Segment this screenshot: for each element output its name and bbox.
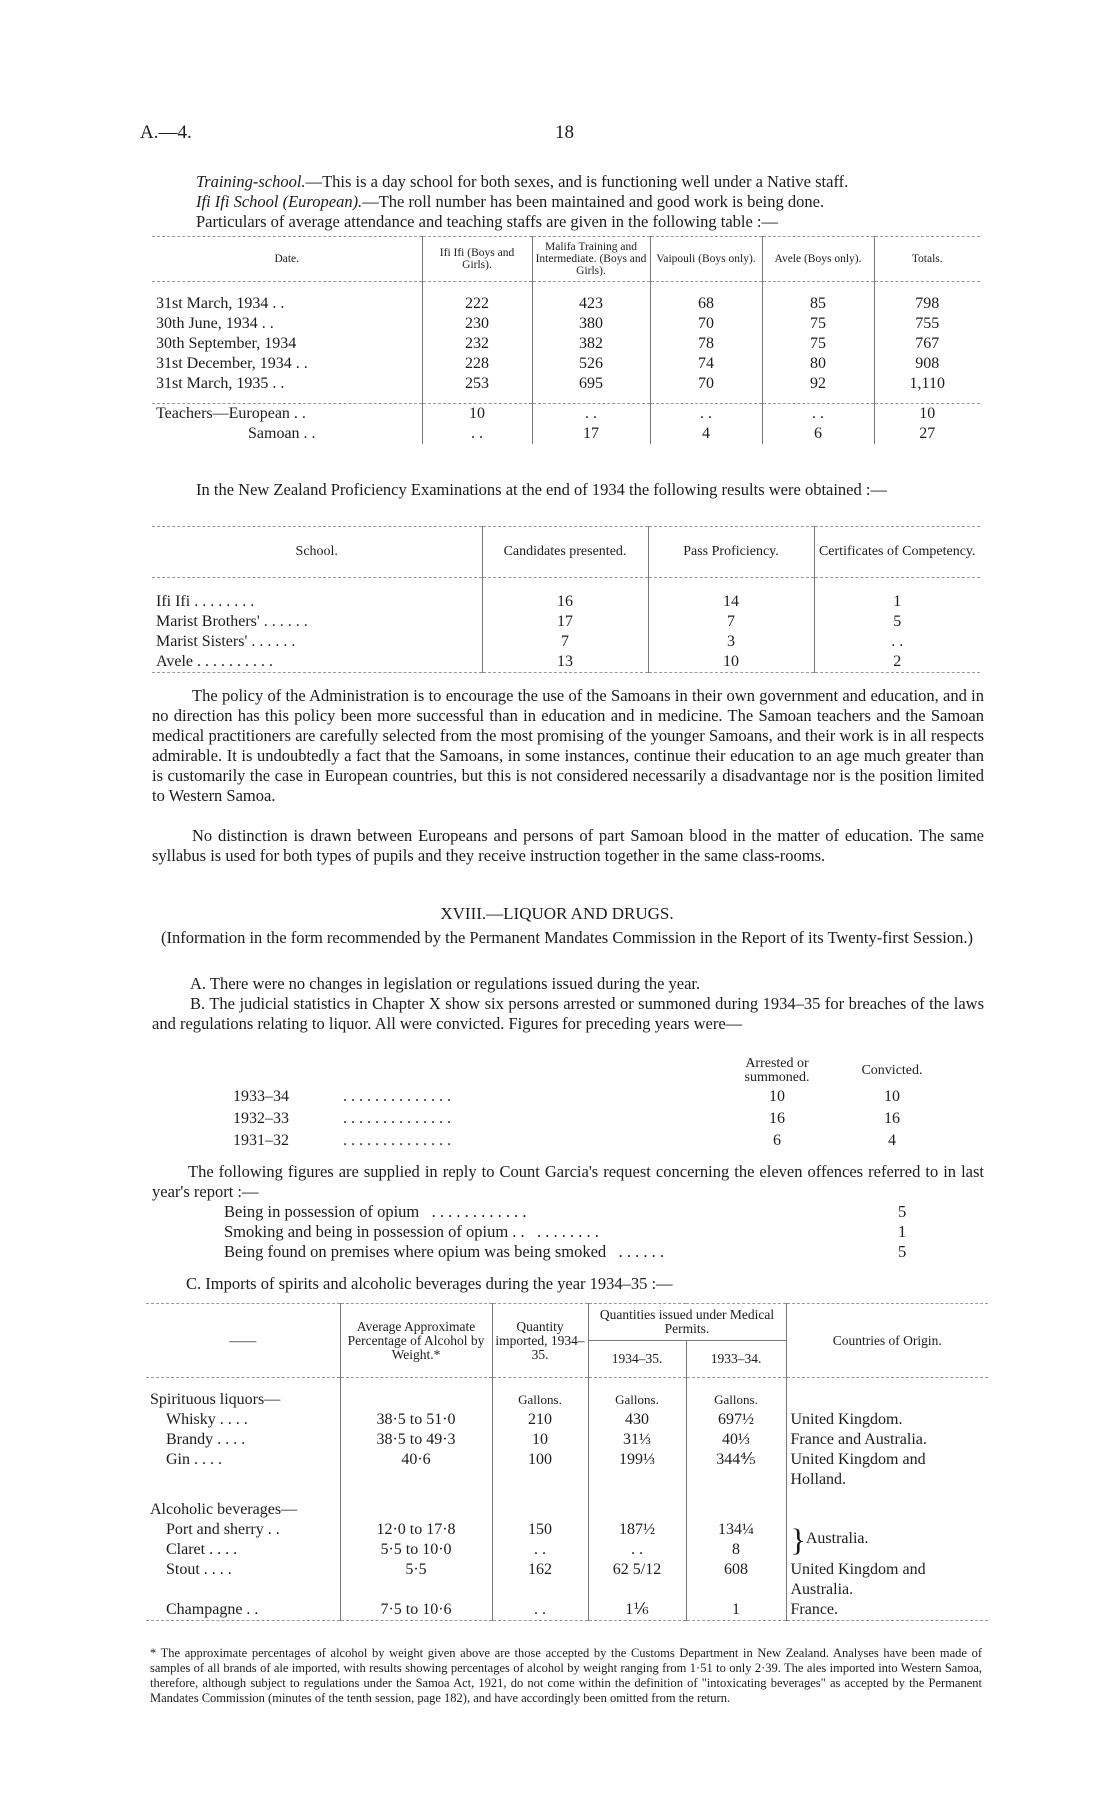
- imports-table: [146, 1303, 988, 1621]
- table-row: 1931–32 . . . . . . . . . . . . . . 6 4: [233, 1132, 896, 1149]
- offence-count: 5: [898, 1242, 907, 1261]
- col-school: School.: [152, 527, 482, 578]
- policy-paragraph: The policy of the Administration is to encourage the use of the Samoans in their own government and education, and in no direction has this policy been more successful than in education and in medicine. The Samoan teachers and the Samoan medical practitioners are carefully selected from the most promising of the younger Samoans, and their work is in all respects admirable. It is undoubtedly a fact that the Samoans, in some instances, continue their education to an age much greater than is customarily the case in European countries, but this is not considered necessarily a disadvantage nor is the position limited to Western Samoa.: [152, 686, 984, 805]
- section-heading: XVIII.—LIQUOR AND DRUGS.: [440, 904, 674, 923]
- training-school-label: Training-school.: [196, 172, 306, 191]
- col-totals: Totals.: [874, 237, 980, 282]
- table-row: Teachers—European . . 10 . . . . . . 10: [152, 404, 980, 425]
- offence-count: 1: [898, 1222, 907, 1241]
- table-row: 31st December, 1934 . . 228 526 74 80 908: [152, 354, 980, 374]
- proficiency-table: [152, 526, 980, 673]
- table-row: 31st March, 1935 . . 253 695 70 92 1,110: [152, 374, 980, 394]
- section-info: (Information in the form recommended by the Permanent Mandates Commission in the Report of its Twenty-first Session.): [161, 928, 973, 947]
- table-row: Port and sherry . . 12·0 to 17·8 150 187½ 134¼ }Australia.: [146, 1520, 988, 1540]
- col-convicted: Convicted.: [861, 1063, 923, 1078]
- table-row: Gin . . . . 40·6 100 199⅓ 344⅘ United Kingdom and Holland.: [146, 1450, 988, 1490]
- col-arrested: Arrested or summoned.: [744, 1056, 810, 1085]
- offence-count: 5: [898, 1202, 907, 1221]
- col-blank: ——: [146, 1304, 340, 1378]
- table-row: Alcoholic beverages—: [146, 1500, 988, 1520]
- col-medical: Quantities issued under Medical Permits.: [588, 1304, 786, 1341]
- ifi-ifi-paragraph: [196, 192, 984, 212]
- distinction-paragraph: No distinction is drawn between Europeans and persons of part Samoan blood in the matter of education. The same syllabus is used for both types of pupils and they receive instruction together in the same class-rooms.: [152, 826, 984, 865]
- col-vaipouli: Vaipouli (Boys only).: [650, 237, 762, 282]
- col-malifa: Malifa Training and Intermediate. (Boys and Girls).: [532, 237, 650, 282]
- item-b: B. The judicial statistics in Chapter X show six persons arrested or summoned during 1934–35 for breaches of the laws and regulations relating to liquor. All were convicted. Figures for preceding years were—: [152, 994, 984, 1033]
- table-row: 1932–33 . . . . . . . . . . . . . . 16 16: [233, 1110, 900, 1127]
- particulars-paragraph: Particulars of average attendance and teaching staffs are given in the following table :—: [196, 212, 779, 231]
- table-row: Ifi Ifi . . . . . . . . 16 14 1: [152, 592, 980, 612]
- table-row: Marist Sisters' . . . . . . 7 3 . .: [152, 632, 980, 652]
- col-1933-34: 1933–34.: [686, 1341, 786, 1378]
- col-pass: Pass Proficiency.: [648, 527, 814, 578]
- ifi-ifi-label: Ifi Ifi School (European).: [196, 192, 363, 211]
- table-row: Avele . . . . . . . . . . 13 10 2: [152, 652, 980, 673]
- col-1934-35: 1934–35.: [588, 1341, 686, 1378]
- ifi-ifi-text: —The roll number has been maintained and good work is being done.: [362, 192, 825, 211]
- arrests-table: [232, 1056, 952, 1152]
- item-a: A. There were no changes in legislation or regulations issued during the year.: [190, 974, 701, 993]
- offence-item: Being in possession of opium . . . . . . . . . . . .: [224, 1202, 527, 1221]
- col-date: Date.: [152, 237, 422, 282]
- table-row: Brandy . . . . 38·5 to 49·3 10 31⅓ 40⅓ France and Australia.: [146, 1430, 988, 1450]
- attendance-table: [152, 236, 980, 444]
- document-reference: A.—4.: [140, 122, 192, 143]
- table-row: 30th June, 1934 . . 230 380 70 75 755: [152, 314, 980, 334]
- table-row: 1933–34 . . . . . . . . . . . . . . 10 10: [233, 1088, 900, 1105]
- col-quantity: Quantity imported, 1934–35.: [492, 1304, 588, 1378]
- table-row: 30th September, 1934 232 382 78 75 767: [152, 334, 980, 354]
- col-ifi-ifi: Ifi Ifi (Boys and Girls).: [422, 237, 532, 282]
- page-number: 18: [555, 122, 574, 143]
- table-row: Champagne . . 7·5 to 10·6 . . 1⅙ 1 France.: [146, 1600, 988, 1621]
- table-row: Whisky . . . . 38·5 to 51·0 210 430 697½ United Kingdom.: [146, 1410, 988, 1430]
- col-avele: Avele (Boys only).: [762, 237, 874, 282]
- col-certificates: Certificates of Competency.: [814, 527, 980, 578]
- brace-icon: }: [790, 1521, 806, 1558]
- table-row: Samoan . . . . 17 4 6 27: [152, 424, 980, 444]
- training-school-text: —This is a day school for both sexes, and is functioning well under a Native staff.: [305, 172, 849, 191]
- training-school-paragraph: [196, 172, 984, 192]
- col-countries: Countries of Origin.: [786, 1304, 988, 1378]
- footnote: * The approximate percentages of alcohol by weight given above are those accepted by the Customs Department in New Zealand. Analyses have been made of samples of all brands of ale imported, with results showing percentages of alcohol by weight ranging from 1·51 to only 2·39. The ales imported into Western Samoa, therefore, although subject to regulations under the Samoa Act, 1921, do not come within the definition of "intoxicating beverages" as accepted by the Permanent Mandates Commission (minutes of the tenth session, page 182), and have accordingly been omitted from the return.: [150, 1646, 982, 1705]
- table-row: 31st March, 1934 . . 222 423 68 85 798: [152, 294, 980, 314]
- garcia-paragraph: The following figures are supplied in reply to Count Garcia's request concerning the eleven offences referred to in last year's report :—: [152, 1162, 984, 1201]
- offence-item: Smoking and being in possession of opium . . . . . . . . . .: [224, 1222, 599, 1241]
- offence-item: Being found on premises where opium was being smoked . . . . . .: [224, 1242, 664, 1261]
- table-row: Stout . . . . 5·5 162 62 5/12 608 United Kingdom and Australia.: [146, 1560, 988, 1600]
- proficiency-intro: In the New Zealand Proficiency Examinations at the end of 1934 the following results were obtained :—: [196, 480, 887, 499]
- col-candidates: Candidates presented.: [482, 527, 648, 578]
- australia-brace-cell: }Australia.: [786, 1520, 988, 1560]
- table-row: Spirituous liquors— Gallons. Gallons. Gallons.: [146, 1390, 988, 1410]
- item-c: C. Imports of spirits and alcoholic beverages during the year 1934–35 :—: [186, 1274, 673, 1293]
- table-row: Marist Brothers' . . . . . . 17 7 5: [152, 612, 980, 632]
- table-row: Claret . . . . 5·5 to 10·0 . . . . 8: [146, 1540, 988, 1560]
- col-alcohol-pct: Average Approximate Percentage of Alcohol by Weight.*: [340, 1304, 492, 1378]
